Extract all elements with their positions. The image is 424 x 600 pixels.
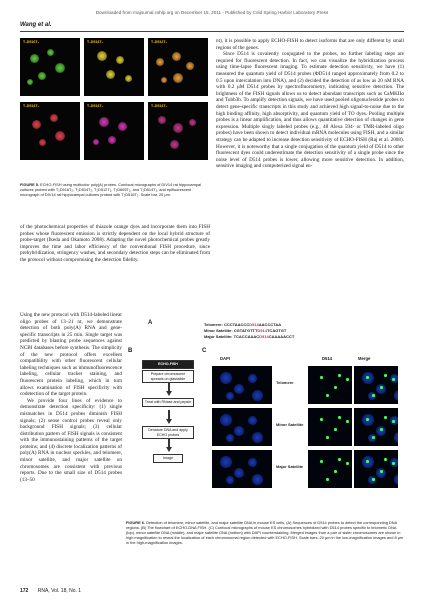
- micrograph-panel: [148, 38, 208, 96]
- fluorescent-dot: [366, 418, 369, 421]
- sequence-minor-satellite: Minor Satellite: CGTATGTTTD514TCAGTGT: [204, 328, 287, 333]
- fluorescent-dot: [366, 460, 369, 463]
- fluorescent-dot: [372, 436, 375, 439]
- nucleus: [252, 432, 263, 443]
- panel-label: T₂D512T₂: [151, 40, 168, 44]
- fluorescent-dot: [380, 386, 383, 389]
- cell-blob: [38, 72, 46, 80]
- nucleus: [234, 426, 244, 436]
- fluorescent-dot: [326, 436, 329, 439]
- paragraph: Using the new protocol with D514-labeled linear oligo probes of 13–21 nt, we demonstrate detection of both poly(A) RNA and gene-specific transcripts in 25 min. Single target was predicted by blasting probe sequences against NCBI databases before synthesis. The simplicity of the new protocol offers excellent compatibility with other fluorescent cellular labeling techniques such as immunofluorescence labeling, cellular tracker staining, and fluorescent protein labeling, which in turn allows examination of FISH specificity with codetection of the target protein.: [20, 312, 122, 398]
- sequence-telomere: Telomere: CCCTAACCCD514AACCCTAA: [204, 322, 282, 327]
- chromosome-micrograph: [354, 450, 398, 488]
- fluorescent-dot: [320, 376, 323, 379]
- cell-blob: [50, 114, 58, 122]
- arrow-down-icon: [166, 419, 172, 424]
- fluorescent-dot: [380, 470, 383, 473]
- cell-blob: [47, 49, 54, 56]
- fluorescent-dot: [372, 478, 375, 481]
- cell-blob: [161, 77, 167, 83]
- fluorescent-dot: [338, 458, 341, 461]
- fluorescent-dot: [366, 376, 369, 379]
- cell-blob: [99, 117, 109, 127]
- body-text-right: [216, 38, 404, 170]
- cell-blob: [108, 136, 116, 144]
- chromosome-micrograph: [308, 450, 352, 488]
- panel-label: T₂D514T₂: [87, 40, 104, 44]
- fluorescent-dot: [384, 374, 387, 377]
- nucleus: [248, 416, 257, 425]
- fluorescent-dot: [338, 416, 341, 419]
- nucleus: [248, 458, 257, 467]
- nucleus: [234, 384, 244, 394]
- fluorescent-dot: [334, 470, 337, 473]
- cell-blob: [32, 120, 41, 129]
- fluorescent-dot: [346, 420, 349, 423]
- page-footer: [20, 588, 81, 594]
- figure-6: [126, 318, 404, 518]
- flow-step: Treat with RNase and pepsin: [142, 398, 194, 407]
- flow-step: Prepare chromosome spreads on glassslide: [142, 370, 194, 383]
- cell-blob: [189, 119, 196, 126]
- caption-text: Detection of telomere, minor satellite, and major satellite DNA in mouse ES cells. (A) Sequences of D514 probes to detect the corresponding DNA regions. (B) The flowchart of ECHO-DNA FISH. (C) Confocal micrographs of mouse ES chromosomes hybridized with D514 probes specific to telomeric DNA (top), minor satellite DNA (middle), and major satellite DNA (bottom) with DAPI counterstaining. Merged images from a pair of sister chromosomes are shown in high magnification to reveal the localization of each chromosomal region detected with ECHO-FISH. Scale bars, 20 μm in the low-magnification images and 8 μm in the high-magnification images.: [126, 520, 404, 545]
- panel-label: T₂D514T₂: [23, 104, 40, 108]
- micrograph-panel: [20, 38, 80, 96]
- micrograph-panel: [20, 102, 80, 160]
- cell-blob: [97, 51, 107, 61]
- cell-blob: [125, 75, 132, 82]
- panel-label: T₂D514T₂: [151, 104, 168, 108]
- fluorescent-dot: [384, 458, 387, 461]
- cell-blob: [55, 131, 65, 141]
- nucleus: [252, 390, 263, 401]
- row-label-major-satellite: Major Satellite: [276, 464, 304, 469]
- fluorescent-dot: [384, 416, 387, 419]
- download-note: Downloaded from rnajournal.cshlp.org on December 15, 2011 - Published by Cold Spring Harbor Laboratory Press: [95, 10, 329, 15]
- probe-sequences: [204, 322, 294, 340]
- page-number: 172: [20, 588, 29, 594]
- chromosome-micrograph: [212, 450, 272, 488]
- fluorescent-dot: [346, 378, 349, 381]
- cell-blob: [172, 52, 181, 61]
- column-head-dapi: DAPI: [220, 356, 231, 361]
- paragraph: of the photochemical properties of thiazole orange dyes and incorporate them into FISH probes whose fluorescent emission is strictly dependent on the local hybrid structure of probe-target (Ikeda and Okamoto 2008). Adapting the novel photochemical probes greatly improves the time and labor efficiency of the conventional FISH procedure, since prehybridization, stringency washes, and secondary detection steps can be eliminated from the protocol without compromising the detection fidelity.: [20, 224, 210, 263]
- nucleus: [220, 456, 232, 468]
- panel-letter-a: A: [148, 320, 153, 326]
- nucleus: [234, 468, 244, 478]
- cell-blob: [173, 123, 183, 133]
- column-head-merge: Merge: [358, 356, 371, 361]
- panel-letter-b: B: [128, 348, 133, 354]
- chromosome-micrograph: [308, 408, 352, 446]
- fluorescent-dot: [372, 394, 375, 397]
- fluorescent-dot: [346, 462, 349, 465]
- fluorescent-dot: [326, 394, 329, 397]
- sequence-major-satellite: Major Satellite: TCACCAAACD514CAAAAACCT: [204, 334, 295, 339]
- header-rule: [20, 31, 404, 32]
- panel-label: T₂D516T₂: [23, 40, 40, 44]
- micrograph-panel: [84, 102, 144, 160]
- journal-citation: RNA, Vol. 18, No. 1: [37, 588, 82, 594]
- row-label-minor-satellite: Minor Satellite: [276, 422, 304, 427]
- chromosome-micrograph: [354, 408, 398, 446]
- chromosome-micrograph: [354, 366, 398, 404]
- paragraph: Since D514 is covalently conjugated to the probes, no further labeling steps are required for fluorescent detection. In fact, we can visualize the hybridization process using time-lapse fluorescent imaging. To estimate detection sensitivity, we have (1) measured the quantum yield of D514 probes (ΦD514 ranged approximately from 0.2 to 0.5 upon intercalation into DNA), and (2) decided the detection of as low as 20 nM RNA with 0.2 μM D514 probes by spectrofluorometry, indicating sensitive detection. The brightness of the FISH signals allows us to detect abundant transcripts such as CaMKIIα and Tubb3b. To amplify detection signals, we have used pooled oligonucleotide probes to detect gene-specific transcripts in this study and achieved high signal-to-noise due to the high binding affinity, high absorptivity, and quantum yield of TO dyes. Pooling multiple probes is a linear amplification, and thus allows quantitative detection of changes in gene expression. Multiple singly labeled probes (e.g., 48 Alexa 594- or TMR-labeled oligo probes) have been shown to detect individual mRNA molecules using FISH, and a similar strategy can be adapted to increase detection sensitivity of ECHO-FISH (Raj et al. 2008). However, it is noteworthy that a single conjugation of the quantum yield of D514 to other fluorescent dyes could underestimate the detection sensitivity of a single probe since the noise level of D514 probes is lower, allowing more sensitive detection. In addition, sensitive imaging and computerized signal en-: [216, 51, 404, 170]
- flow-step: Denature DNA and apply ECHO probes: [142, 426, 194, 439]
- cell-blob: [186, 62, 194, 70]
- figure-6-caption: [126, 520, 404, 545]
- cell-blob: [116, 56, 124, 64]
- caption-text: ECHO-FISH using multicolor poly(A) probes. Confocal micrographs of DIV14 rat hippocampal cultures probed with T₂D516T₂, T₂D514T₂, T₂D512T₂, T₂D605T₂, and T₂D514T₂, and epifluorescent micrograph of DIV14 rat hippocampal cultures probed with T₂D516T₂. Scale bar, 25 μm.: [20, 182, 202, 197]
- arrow-down-icon: [166, 391, 172, 396]
- fluorescent-dot: [320, 418, 323, 421]
- nucleus: [226, 476, 234, 484]
- fluorescent-dot: [334, 428, 337, 431]
- cell-blob: [156, 58, 164, 66]
- micrograph-panel: [148, 102, 208, 160]
- fluorescent-dot: [392, 378, 395, 381]
- cell-blob: [93, 139, 99, 145]
- figure-5: [20, 38, 210, 176]
- fluorescent-dot: [320, 460, 323, 463]
- fluorescent-dot: [334, 386, 337, 389]
- flow-title: ECHO-FISH: [142, 360, 194, 369]
- nucleus: [248, 374, 257, 383]
- nucleus: [226, 434, 234, 442]
- chromosome-micrograph: [308, 366, 352, 404]
- cell-blob: [173, 73, 183, 83]
- chromosome-micrograph: [212, 366, 272, 404]
- paragraph: We provide four lines of evidence to demonstrate detection specificity: (1) single mismatches in D514 probes diminish FISH signals; (2) sense control probes reveal only background FISH signals; (3) cellular distribution pattern of FISH signals is consistent with the immunostaining patterns of the target proteins; and (4) discrete localization patterns of poly(A) RNA in nuclear speckles, and telomere, minor satellite, and major satellite on chromosomes are consistent with previous reports. Due to the small size of D514 probes (13–50: [20, 397, 122, 483]
- column-head-d514: D514: [322, 356, 333, 361]
- micrograph-panel: [84, 38, 144, 96]
- body-text-left-top: [20, 224, 210, 264]
- running-head: Wang et al.: [20, 22, 52, 28]
- paragraph: nt), it is possible to apply ECHO-FISH to detect isoforms that are only different by small regions of the genes.: [216, 38, 404, 51]
- figure-5-caption: [20, 182, 210, 197]
- flow-step: Image: [153, 454, 183, 463]
- body-text-left-bottom: [20, 312, 122, 483]
- cell-blob: [27, 79, 33, 85]
- fluorescent-dot: [392, 420, 395, 423]
- nucleus: [226, 392, 234, 400]
- cell-blob: [106, 70, 115, 79]
- caption-lead: FIGURE 6.: [126, 520, 146, 525]
- panel-letter-c: C: [202, 348, 207, 354]
- fluorescent-dot: [338, 374, 341, 377]
- row-label-telomere: Telomere: [276, 380, 294, 385]
- cell-blob: [158, 116, 166, 124]
- nucleus: [220, 414, 232, 426]
- cell-blob: [170, 140, 179, 149]
- nucleus: [220, 372, 232, 384]
- fluorescent-dot: [392, 462, 395, 465]
- fluorescent-dot: [380, 428, 383, 431]
- cell-blob: [30, 54, 39, 63]
- cell-blob: [39, 139, 46, 146]
- chromosome-micrograph: [212, 408, 272, 446]
- caption-lead: FIGURE 5.: [20, 182, 40, 187]
- panel-label: T₂D514T₂: [87, 104, 104, 108]
- arrow-down-icon: [166, 447, 172, 452]
- cell-blob: [118, 122, 127, 131]
- fluorescent-dot: [326, 478, 329, 481]
- cell-blob: [55, 63, 65, 73]
- nucleus: [252, 474, 263, 485]
